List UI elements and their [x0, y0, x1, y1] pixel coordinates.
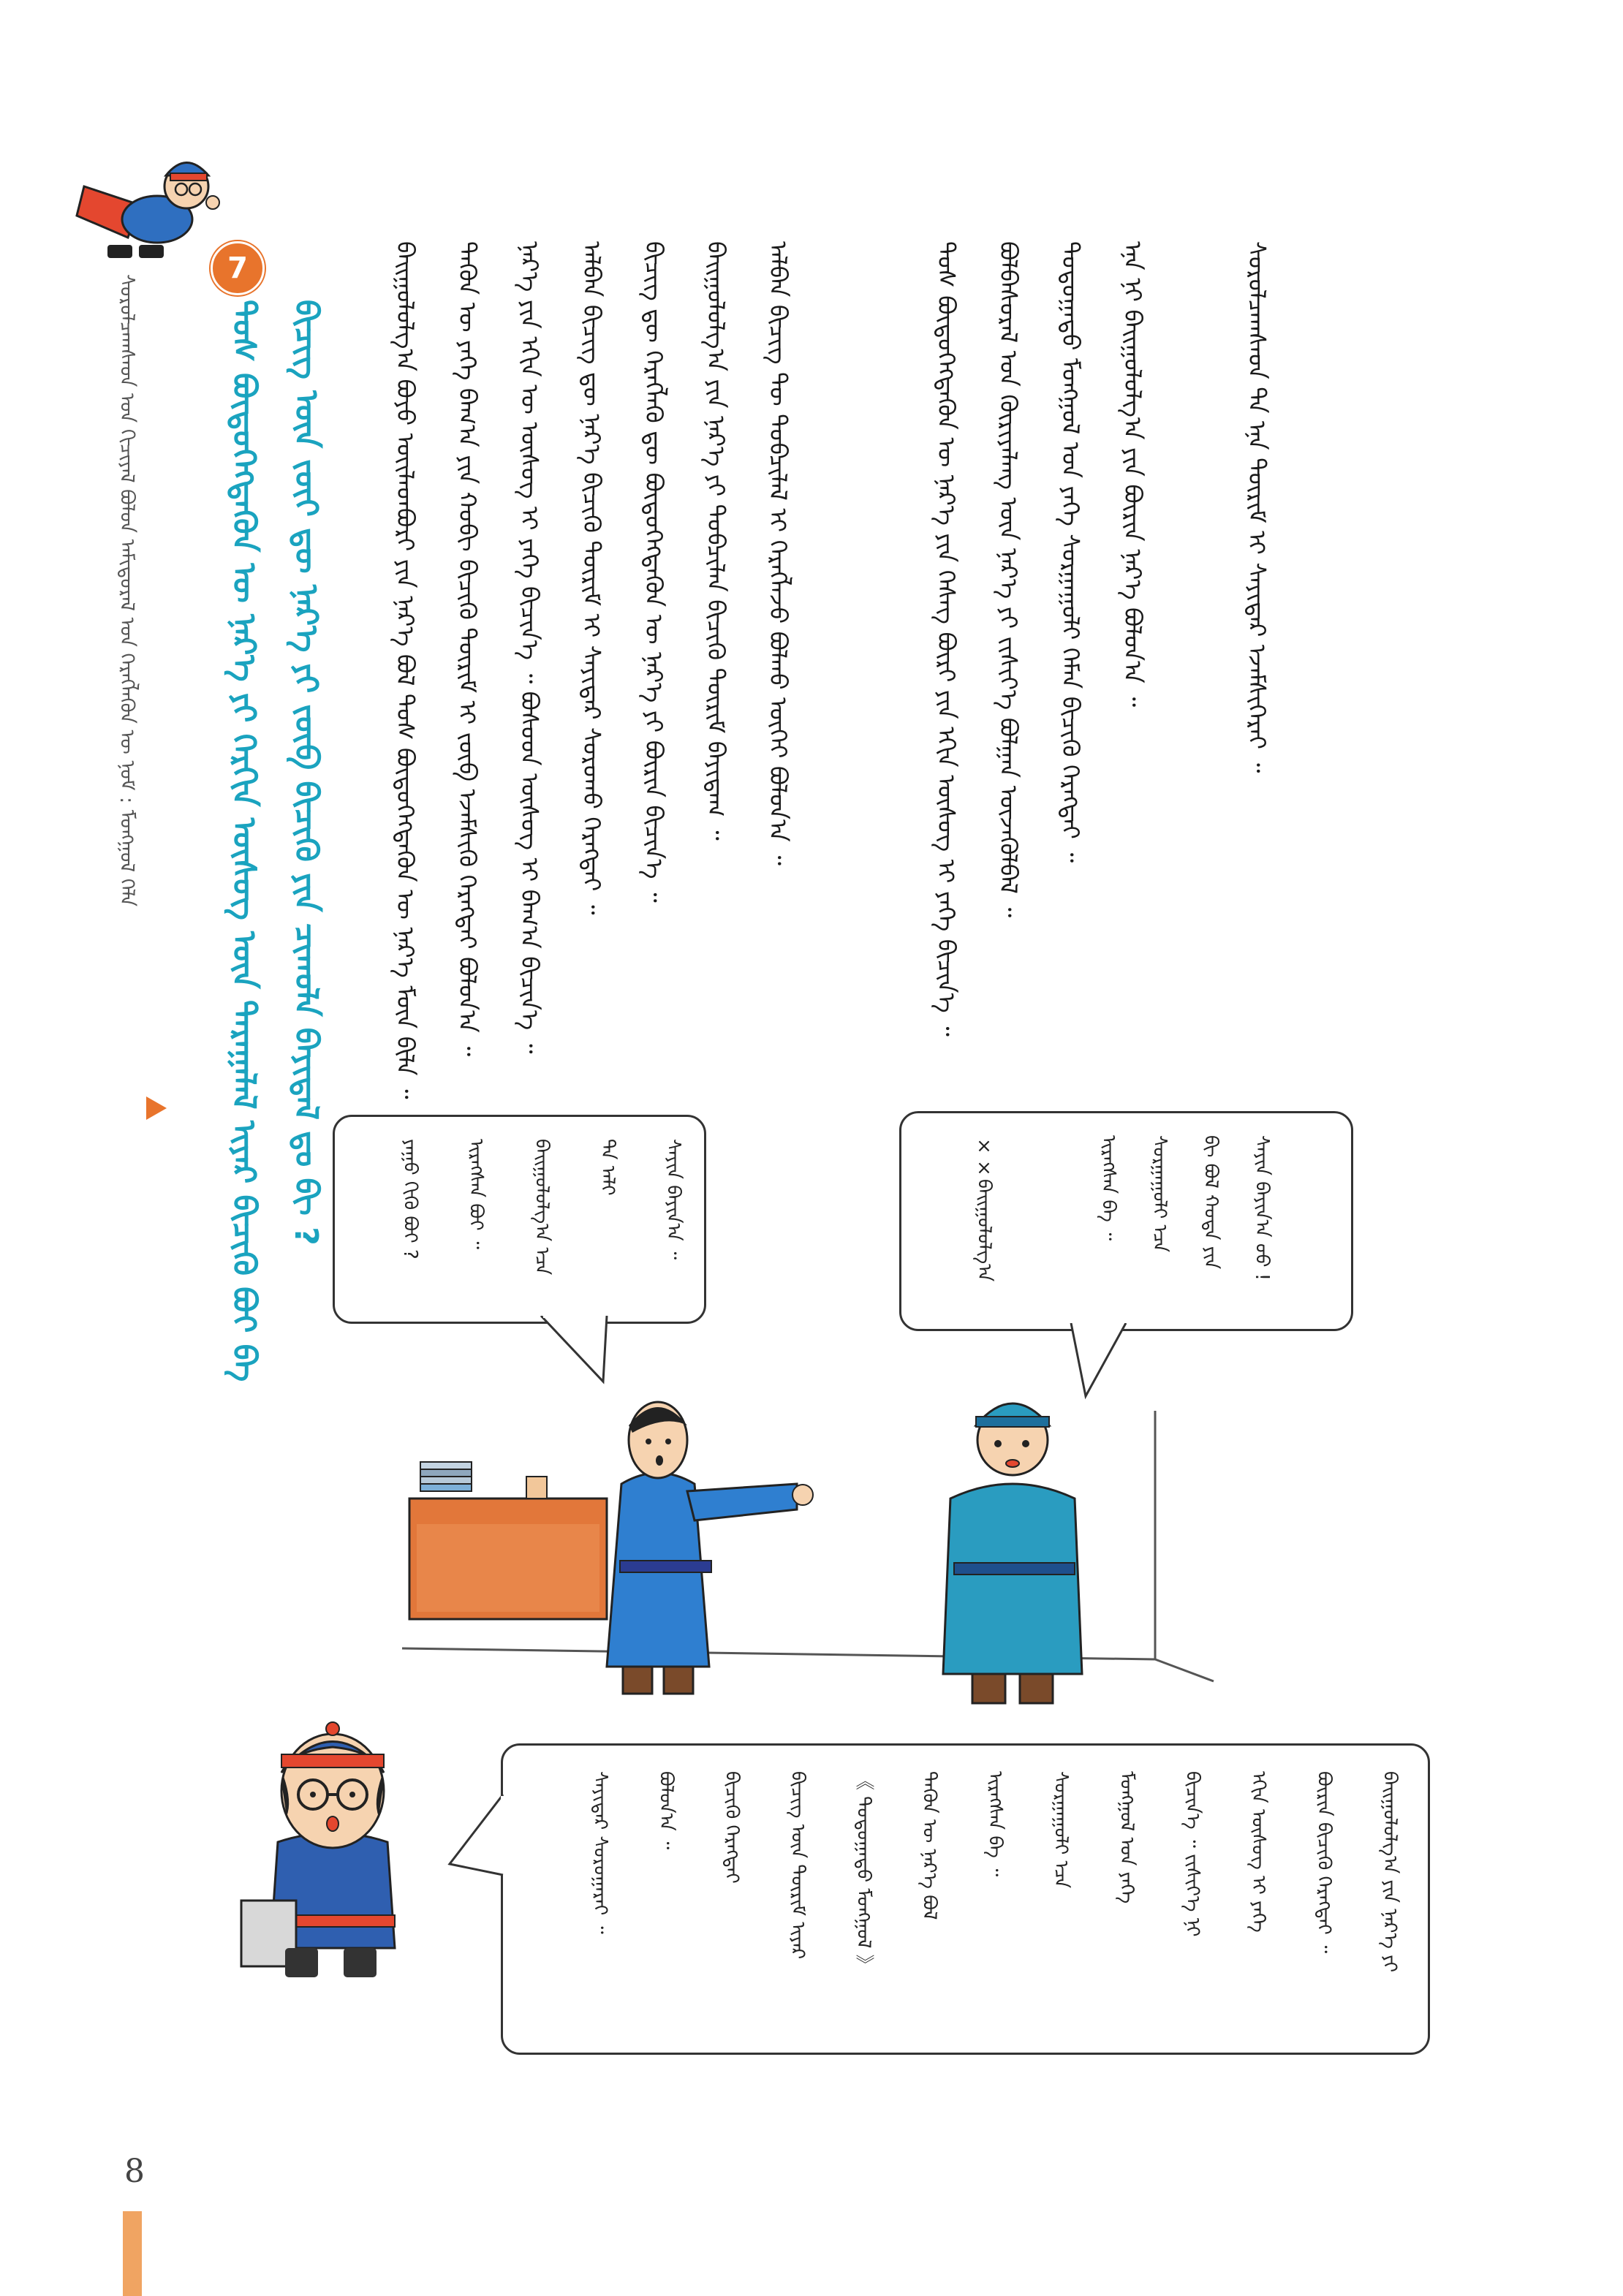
bubble-mascot-line-8: ᠲᠡᠭᠦᠨ ᠦ ᠨᠡᠷ᠎ᠡ ᠪᠤᠯ — [918, 1771, 940, 1920]
body-line-4: ᠠᠯᠪᠠᠨ ᠪᠢᠴᠢᠭ᠌ ᠳᠦ ᠨᠡᠷ᠎ᠡ ᠪᠢᠴᠢᠬᠦ ᠳᠦᠷᠢᠮ ᠢ ᠰᠠᠶᠢᠲᠠᠷ ᠰᠤᠷᠤᠬᠤ ᠬᠡᠷᠡᠭᠲᠡᠢ ᠃ — [578, 241, 606, 915]
visitor-figure — [943, 1403, 1082, 1703]
page-number: 8 — [124, 2153, 145, 2190]
speech-bubble-host — [333, 1115, 706, 1324]
mascot-boy-illustration — [234, 1714, 431, 1992]
body-line-2: ᠲᠡᠭᠦᠨ ᠦ ᠶᠡᠬᠡ ᠪᠠᠭ᠎ᠠ ᠶᠢᠨ ᠬᠤᠪᠢ ᠪᠢᠴᠢᠬᠦ ᠳᠦᠷᠢᠮ ᠢ ᠵᠥᠪ ᠡᠵᠡᠮᠰᠢᠬᠦ ᠬᠡᠷᠡᠭᠲᠡᠢ ᠪᠤᠯᠤᠨ᠎ᠠ ᠃ — [453, 241, 482, 1057]
bubble-mascot-line-11: ᠪᠢᠴᠢᠬᠦ ᠬᠡᠷᠡᠭᠲᠡᠢ — [721, 1771, 743, 1884]
bubble-host-line-4: ᠢᠷᠡᠭᠰᠡᠨ ᠪᠤᠢ ᠃ — [465, 1139, 487, 1250]
body-line-11: ᠡᠨᠡ ᠨᠢ ᠪᠠᠢᠭᠤᠯᠤᠯᠭ᠎ᠠ ᠶᠢᠨ ᠪᠦᠷᠢᠨ ᠨᠡᠷ᠎ᠡ ᠪᠣᠯᠤᠨ᠎ᠠ ᠃ — [1119, 241, 1147, 708]
bubble-host-line-5: ᠶᠠᠭᠤ ᠬᠢᠬᠦ ᠪᠤᠢ ? — [399, 1139, 421, 1259]
section-question-line-1: ᠲᠤᠰ ᠪᠦᠲᠦᠭᠡᠭᠳᠡᠬᠦᠨ ᠦ ᠨᠡᠷ᠎ᠡ ᠶᠢ ᠬᠡᠷᠬᠢᠨ ᠦᠰᠦᠭ ᠦᠨ ᠳᠠᠷᠠᠭᠠᠯᠠᠯ ᠢᠶᠠᠷ ᠪᠢᠴᠢᠬᠦ ᠪᠤᠢ ᠪᠡ — [225, 300, 262, 1382]
bubble-mascot-line-1: ᠪᠠᠢᠭᠤᠯᠤᠯᠭ᠎ᠠ ᠶᠢᠨ ᠨᠡᠷ᠎ᠡ ᠶᠢ — [1379, 1771, 1401, 1973]
speech-bubble-visitor — [899, 1111, 1353, 1331]
bubble-mascot-line-5: ᠮᠤᠩᠭᠤᠯ ᠤᠨ ᠶᠡᠬᠡ — [1116, 1771, 1138, 1904]
bubble-host-line-2: ᠲᠠ ᠠᠯᠢ — [597, 1139, 618, 1196]
bubble-visitor-line-5: ××ᠪᠠᠢᠭᠤᠯᠤᠯᠭ᠎ᠠ — [973, 1135, 995, 1282]
office-scene-illustration — [387, 1374, 1221, 1740]
bubble-mascot-line-4: ᠪᠢᠴᠢᠨ᠎ᠡ ᠃ ᠵᠢᠱᠢᠶ᠎ᠡ ᠨᠢ — [1181, 1771, 1203, 1937]
body-line-9: ᠪᠣᠯᠪᠠᠰᠤᠷᠠᠯ ᠤᠨ ᠬᠦᠷᠢᠶᠡᠯᠡᠩ ᠦᠨ ᠨᠡᠷ᠎ᠡ ᠶᠢ ᠵᠢᠱᠢᠶ᠎ᠡ ᠪᠣᠯᠭᠠᠨ ᠦᠵᠡᠭᠦᠯᠪᠡᠯ ᠃ — [994, 241, 1023, 918]
section-number-badge — [211, 241, 265, 295]
bubble-visitor-line-1: ᠰᠠᠶᠢᠨ ᠪᠠᠶᠢᠨ᠎ᠠ ᠤᠤ ! — [1251, 1135, 1273, 1281]
bubble-mascot-line-10: ᠪᠢᠴᠢᠭ᠌ ᠦᠨ ᠳᠦᠷᠢᠮ ᠢᠶᠠᠷ — [787, 1771, 809, 1960]
body-line-5: ᠪᠢᠴᠢᠭ᠌ ᠳᠦ ᠬᠡᠷᠡᠭᠯᠡᠬᠦ ᠳᠦ ᠪᠦᠲᠦᠭᠡᠭᠳᠡᠬᠦᠨ ᠦ ᠨᠡᠷ᠎ᠡ ᠶᠢ ᠪᠦᠷᠢᠨ ᠪᠢᠴᠢᠨ᠎ᠡ ᠃ — [640, 241, 668, 903]
bubble-mascot-line-3: ᠡᠬᠢᠨ ᠦᠰᠦᠭ ᠢ ᠶᠡᠬᠡ — [1247, 1771, 1269, 1933]
bubble-mascot-line-9: 《 ᠳᠣᠲᠣᠭᠠᠳᠤ ᠮᠣᠩᠭᠣᠯ 》 — [852, 1771, 874, 1974]
running-head: ᠰᠤᠷᠤᠯᠴᠠᠭᠰᠠᠳ ᠤᠨ ᠬᠢᠴᠢᠶᠡᠯ ᠪᠤᠯᠤᠨ ᠠᠮᠢᠳᠤᠷᠠᠯ ᠤᠨ ᠬᠡᠷᠡᠭᠯᠡᠬᠦᠨ ᠦ ᠨᠣᠮ : ᠮᠣᠩᠭᠣᠯ ᠬᠡᠯᠡ — [116, 274, 138, 907]
bubble-mascot-line-13: ᠰᠠᠶᠢᠲᠠᠷ ᠰᠤᠷᠤᠭᠠᠷᠠᠢ ᠃ — [589, 1771, 611, 1934]
body-line-1: ᠪᠠᠢᠭᠤᠯᠤᠯᠭ᠎ᠠ ᠪᠤᠶᠤ ᠦᠢᠯᠡᠳᠪᠦᠷᠢ ᠶᠢᠨ ᠨᠡᠷ᠎ᠡ ᠪᠤᠯ ᠲᠤᠰ ᠪᠦᠲᠦᠭᠡᠭᠳᠡᠬᠦᠨ ᠦ ᠨᠡᠷ᠎ᠡ ᠮᠥᠨ ᠪᠢᠯᠡ ᠃ — [391, 241, 420, 1099]
host-figure — [607, 1402, 813, 1694]
body-line-8: ᠲᠤᠰ ᠪᠦᠲᠦᠭᠡᠭᠳᠡᠬᠦᠨ ᠦ ᠨᠡᠷ᠎ᠡ ᠶᠢᠨ ᠬᠡᠰᠡᠭ ᠪᠦᠷᠢ ᠶᠢᠨ ᠡᠬᠢᠨ ᠦᠰᠦᠭ ᠢ ᠶᠡᠬᠡ ᠪᠢᠴᠢᠨ᠎ᠡ ᠃ — [932, 241, 961, 1037]
bubble-visitor-line-4: ᠢᠷᠡᠭᠰᠡᠨ ᠪᠡ ᠃ — [1097, 1135, 1119, 1241]
bubble-host-line-3: ᠪᠠᠢᠭᠤᠯᠤᠯᠭ᠎ᠠ ᠡᠴᠡ — [531, 1139, 553, 1276]
bubble-mascot-line-12: ᠪᠤᠯᠤᠨ᠎ᠠ ᠃ — [655, 1771, 677, 1850]
bubble-visitor-line-2: ᠪᠢ ᠪᠤᠯ ᠬᠣᠲᠠ ᠶᠢᠨ — [1200, 1135, 1222, 1270]
speech-bubble-mascot — [501, 1743, 1430, 2055]
running-head-triangle — [146, 1096, 167, 1120]
page-number-bar — [123, 2211, 142, 2296]
speech-bubble-mascot-tail — [446, 1795, 504, 1882]
body-line-6: ᠪᠠᠢᠭᠤᠯᠤᠯᠭ᠎ᠠ ᠶᠢᠨ ᠨᠡᠷ᠎ᠡ ᠶᠢ ᠲᠣᠪᠴᠢᠯᠠᠨ ᠪᠢᠴᠢᠬᠦ ᠳᠦᠷᠢᠮ ᠪᠠᠶᠢᠳᠠᠭ ᠃ — [702, 241, 730, 841]
body-line-12: ᠰᠤᠷᠤᠯᠴᠠᠭᠰᠠᠳ ᠲᠠ ᠡᠨᠡ ᠳᠦᠷᠢᠮ ᠢ ᠰᠠᠶᠢᠲᠠᠷ ᠡᠵᠡᠮᠰᠢᠭᠡᠷᠡᠢ ᠃ — [1243, 241, 1271, 773]
bubble-mascot-line-6: ᠰᠤᠷᠭᠠᠭᠤᠯᠢ ᠡᠴᠡ — [1050, 1771, 1072, 1889]
bubble-mascot-line-7: ᠢᠷᠡᠭᠰᠡᠨ ᠪᠡ ᠃ — [984, 1771, 1006, 1877]
body-line-10: ᠳᠣᠲᠣᠭᠠᠳᠤ ᠮᠤᠩᠭᠤᠯ ᠤᠨ ᠶᠡᠬᠡ ᠰᠤᠷᠭᠠᠭᠤᠯᠢ ᠬᠡᠮᠡᠨ ᠪᠢᠴᠢᠬᠦ ᠬᠡᠷᠡᠭᠲᠡᠢ ᠃ — [1056, 241, 1085, 863]
flying-mascot-illustration — [69, 135, 223, 274]
section-number: 7 — [227, 251, 248, 285]
body-line-3: ᠨᠡᠷ᠎ᠡ ᠶᠢᠨ ᠡᠬᠢᠨ ᠦ ᠦᠰᠦᠭ ᠢ ᠶᠡᠬᠡ ᠪᠢᠴᠢᠨ᠎ᠡ ᠃ ᠪᠤᠰᠤᠳ ᠦᠰᠦᠭ ᠢ ᠪᠠᠭ᠎ᠠ ᠪᠢᠴᠢᠨ᠎ᠡ ᠃ — [515, 241, 544, 1054]
body-line-7: ᠠᠯᠪᠠᠨ ᠪᠢᠴᠢᠭ᠌ ᠲᠦ ᠲᠣᠪᠴᠢᠯᠠᠯ ᠢ ᠬᠡᠷᠡᠭᠯᠡᠵᠦ ᠪᠣᠯᠬᠤ ᠦᠭᠡᠢ ᠪᠤᠯᠤᠨ᠎ᠠ ᠃ — [764, 241, 792, 865]
bubble-mascot-line-2: ᠪᠦᠷᠢᠨ ᠪᠢᠴᠢᠬᠦ ᠬᠡᠷᠡᠭᠲᠡᠢ ᠃ — [1313, 1771, 1335, 1954]
bubble-host-line-1: ᠰᠠᠶᠢᠨ ᠪᠠᠶᠢᠨ᠎ᠠ ᠃ — [662, 1139, 684, 1260]
bubble-visitor-line-3: ᠰᠤᠷᠭᠠᠭᠤᠯᠢ ᠡᠴᠡ — [1149, 1135, 1170, 1253]
section-question-line-2: ᠪᠢᠴᠢᠭ᠌ ᠦᠨ ᠵᠦᠢ ᠳᠦ ᠨᠡᠷ᠎ᠡ ᠶᠢ ᠵᠥᠪ ᠪᠢᠴᠢᠬᠦ ᠶᠢᠨ ᠴᠢᠬᠤᠯᠠ ᠪᠠᠶᠢᠳᠠᠯ ᠳᠤ ᠪᠢ ? — [287, 300, 325, 1246]
